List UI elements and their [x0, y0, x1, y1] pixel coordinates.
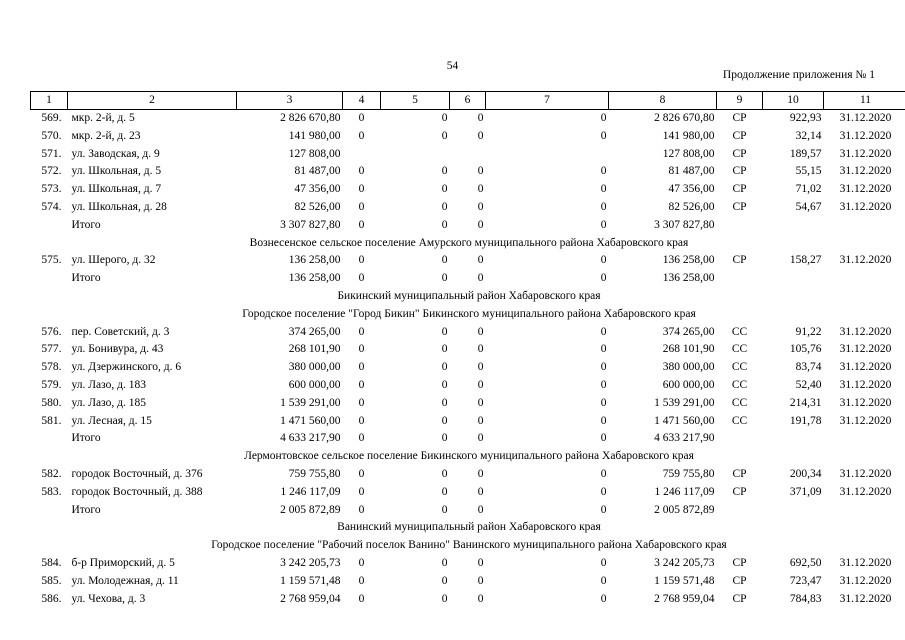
- table-cell: 0: [358, 432, 365, 445]
- section-heading: Ванинский муниципальный район Хабаровского края: [337, 521, 601, 534]
- table-cell: ул. Молодежная, д. 11: [71, 574, 179, 587]
- table-cell: 759 755,80: [288, 467, 341, 480]
- table-cell: 47 356,00: [668, 183, 715, 196]
- table-cell: 31.12.2020: [839, 183, 892, 196]
- table-row: [31, 377, 905, 395]
- table-cell: 0: [441, 396, 448, 409]
- table-cell: 0: [477, 254, 484, 267]
- table-cell: 0: [600, 485, 607, 498]
- table-cell: 0: [441, 592, 448, 605]
- table-cell: Итого: [71, 218, 101, 231]
- table-cell: 580.: [41, 396, 62, 409]
- table-cell: 0: [600, 183, 607, 196]
- table-cell: 0: [441, 272, 448, 285]
- header-cell: 10: [763, 92, 824, 110]
- table-cell: [824, 217, 905, 235]
- table-cell: 0: [441, 183, 448, 196]
- table-cell: [31, 217, 68, 235]
- table-cell: 0: [358, 343, 365, 356]
- table-cell: [763, 430, 824, 448]
- table-cell: 0: [477, 396, 484, 409]
- table-cell: [31, 430, 68, 448]
- table-cell: 0: [358, 218, 365, 231]
- table-cell: 0: [358, 592, 365, 605]
- table-row: [31, 484, 905, 502]
- table-cell: [763, 217, 824, 235]
- table-cell: 570.: [41, 129, 62, 142]
- table-cell: СР: [732, 200, 747, 213]
- table-cell: 0: [358, 129, 365, 142]
- table-cell: б-р Приморский, д. 5: [71, 556, 175, 569]
- table-cell: 1 159 571,48: [280, 574, 341, 587]
- table-cell: 1 471 560,00: [280, 414, 341, 427]
- table-cell: 0: [477, 183, 484, 196]
- table-cell: [763, 502, 824, 520]
- table-row: [31, 181, 905, 199]
- table-cell: [824, 502, 905, 520]
- table-cell: 574.: [41, 200, 62, 213]
- table-cell: 0: [600, 467, 607, 480]
- table-cell: 0: [600, 432, 607, 445]
- table-cell: 31.12.2020: [839, 147, 892, 160]
- table-cell: 200,34: [789, 467, 822, 480]
- table-cell: 0: [477, 129, 484, 142]
- table-cell: 723,47: [789, 574, 822, 587]
- table-cell: 31.12.2020: [839, 325, 892, 338]
- table-cell: 0: [477, 218, 484, 231]
- table-cell: 1 246 117,09: [654, 485, 715, 498]
- table-cell: 0: [600, 129, 607, 142]
- table-cell: 141 980,00: [288, 129, 341, 142]
- table-row: [31, 252, 905, 270]
- table-row: [31, 502, 905, 520]
- table-cell: 0: [358, 467, 365, 480]
- table-cell: 268 101,90: [662, 343, 715, 356]
- table-row: [31, 573, 905, 591]
- section-heading-row: [31, 519, 905, 537]
- table-cell: ул. Школьная, д. 28: [71, 200, 167, 213]
- table-cell: 2 768 959,04: [654, 592, 715, 605]
- table-row: [31, 555, 905, 573]
- table-cell: 189,57: [789, 147, 822, 160]
- table-cell: 191,78: [789, 414, 822, 427]
- table-cell: 0: [441, 378, 448, 391]
- table-row: [31, 146, 905, 164]
- table-cell: 584.: [41, 556, 62, 569]
- table-cell: СР: [732, 183, 747, 196]
- table-cell: 82 526,00: [294, 200, 341, 213]
- table-cell: 0: [477, 272, 484, 285]
- table-cell: 31.12.2020: [839, 467, 892, 480]
- table-cell: 136 258,00: [288, 272, 341, 285]
- table-cell: 81 487,00: [668, 165, 715, 178]
- table-row: [31, 217, 905, 235]
- table-cell: 1 471 560,00: [654, 414, 715, 427]
- table-cell: 575.: [41, 254, 62, 267]
- table-cell: 0: [358, 503, 365, 516]
- header-cell: 7: [486, 92, 609, 110]
- table-cell: 4 633 217,90: [280, 432, 341, 445]
- table-cell: 0: [477, 112, 484, 124]
- table-cell: ул. Лазо, д. 183: [71, 378, 146, 391]
- table-cell: 576.: [41, 325, 62, 338]
- header-cell: 4: [343, 92, 381, 110]
- table-cell: 31.12.2020: [839, 343, 892, 356]
- table-cell: 0: [600, 503, 607, 516]
- table-cell: ул. Шерого, д. 32: [71, 254, 156, 267]
- table-cell: 569.: [41, 112, 62, 124]
- table-cell: 0: [441, 112, 448, 124]
- table-cell: 55,15: [795, 165, 822, 178]
- table-cell: 136 258,00: [662, 272, 715, 285]
- header-cell: 1: [31, 92, 68, 110]
- header-cell: 2: [68, 92, 237, 110]
- table-cell: 214,31: [789, 396, 822, 409]
- table-row: [31, 110, 905, 128]
- table-cell: 0: [600, 165, 607, 178]
- table-cell: 573.: [41, 183, 62, 196]
- continuation-label: Продолжение приложения № 1: [722, 69, 875, 81]
- table-cell: пер. Советский, д. 3: [71, 325, 170, 338]
- table-cell: 0: [358, 414, 365, 427]
- table-cell: 136 258,00: [288, 254, 341, 267]
- table-cell: 2 826 670,80: [654, 112, 715, 124]
- table-cell: СР: [732, 574, 747, 587]
- header-cell: 9: [717, 92, 763, 110]
- section-heading-row: [31, 448, 905, 466]
- table-cell: 82 526,00: [668, 200, 715, 213]
- table-cell: 0: [477, 343, 484, 356]
- header-cell: 11: [824, 92, 905, 110]
- table-cell: 31.12.2020: [839, 129, 892, 142]
- table-cell: 2 826 670,80: [280, 112, 341, 124]
- table-cell: 0: [441, 325, 448, 338]
- table-cell: 127 808,00: [288, 147, 341, 160]
- table-cell: 47 356,00: [294, 183, 341, 196]
- table-cell: [763, 270, 824, 288]
- table-cell: 0: [441, 254, 448, 267]
- table-cell: 578.: [41, 361, 62, 374]
- table-cell: 136 258,00: [662, 254, 715, 267]
- table-cell: 0: [441, 129, 448, 142]
- table-cell: 105,76: [789, 343, 822, 356]
- table-cell: СС: [731, 378, 748, 391]
- table-cell: [486, 146, 609, 164]
- table-cell: Итого: [71, 432, 101, 445]
- table-cell: 3 307 827,80: [280, 218, 341, 231]
- table-cell: 579.: [41, 378, 62, 391]
- table-cell: 0: [358, 325, 365, 338]
- table-cell: 581.: [41, 414, 62, 427]
- table-cell: 0: [600, 325, 607, 338]
- header-cell: 3: [237, 92, 343, 110]
- table-cell: 0: [358, 165, 365, 178]
- table-row: [31, 341, 905, 359]
- table-cell: 0: [441, 574, 448, 587]
- header-cell: 6: [450, 92, 486, 110]
- table-cell: 71,02: [795, 183, 822, 196]
- table-cell: 31.12.2020: [839, 574, 892, 587]
- table-cell: 0: [477, 378, 484, 391]
- table-row: [31, 324, 905, 342]
- table-cell: 3 242 205,73: [654, 556, 715, 569]
- section-heading: Бикинский муниципальный район Хабаровского края: [337, 289, 601, 302]
- table-cell: 0: [477, 556, 484, 569]
- table-cell: [343, 146, 381, 164]
- table-cell: 0: [358, 485, 365, 498]
- table-cell: 380 000,00: [662, 361, 715, 374]
- table-cell: 371,09: [789, 485, 822, 498]
- table-cell: 586.: [41, 592, 62, 605]
- table-cell: [824, 430, 905, 448]
- table-cell: 374 265,00: [662, 325, 715, 338]
- table-cell: 127 808,00: [662, 147, 715, 160]
- table-cell: ул. Бонивура, д. 43: [71, 343, 164, 356]
- table-cell: 0: [477, 432, 484, 445]
- table-cell: СР: [732, 467, 747, 480]
- table-row: [31, 359, 905, 377]
- table-cell: 268 101,90: [288, 343, 341, 356]
- table-cell: мкр. 2-й, д. 23: [71, 129, 141, 142]
- table-cell: 31.12.2020: [839, 485, 892, 498]
- table-body: [31, 110, 905, 609]
- table-row: [31, 430, 905, 448]
- table-cell: 31.12.2020: [839, 165, 892, 178]
- table-cell: 0: [441, 467, 448, 480]
- table-cell: 0: [358, 254, 365, 267]
- table-cell: 0: [600, 343, 607, 356]
- table-cell: СС: [731, 396, 748, 409]
- table-cell: 0: [358, 112, 365, 124]
- table-cell: 1 159 571,48: [654, 574, 715, 587]
- table-cell: 0: [477, 414, 484, 427]
- table-cell: 0: [477, 361, 484, 374]
- table-row: [31, 591, 905, 609]
- header-cell: 5: [381, 92, 450, 110]
- table-cell: 571.: [41, 147, 62, 160]
- table-cell: 759 755,80: [662, 467, 715, 480]
- table-cell: 31.12.2020: [839, 378, 892, 391]
- table-row: [31, 199, 905, 217]
- table-cell: 0: [358, 361, 365, 374]
- table-cell: 31.12.2020: [839, 254, 892, 267]
- section-heading: Городское поселение "Город Бикин" Бикинского муниципального района Хабаровского края: [242, 307, 696, 320]
- table-cell: 0: [600, 112, 607, 124]
- table-cell: 31.12.2020: [839, 556, 892, 569]
- table-cell: 0: [600, 200, 607, 213]
- table-cell: 600 000,00: [288, 378, 341, 391]
- table-cell: 0: [600, 556, 607, 569]
- table-cell: 0: [358, 556, 365, 569]
- table-cell: 600 000,00: [662, 378, 715, 391]
- table-row: [31, 270, 905, 288]
- table-cell: [381, 146, 450, 164]
- table-cell: Итого: [71, 503, 101, 516]
- table-cell: 374 265,00: [288, 325, 341, 338]
- table-cell: 1 539 291,00: [654, 396, 715, 409]
- table-cell: 2 005 872,89: [280, 503, 341, 516]
- table-cell: СС: [731, 325, 748, 338]
- table-cell: СС: [731, 361, 748, 374]
- table-cell: 0: [600, 361, 607, 374]
- table-cell: СР: [732, 129, 747, 142]
- table-cell: 31.12.2020: [839, 200, 892, 213]
- table-cell: 0: [441, 556, 448, 569]
- table-cell: 31.12.2020: [839, 112, 892, 124]
- table-cell: 0: [358, 396, 365, 409]
- table-row: [31, 413, 905, 431]
- table-cell: 31.12.2020: [839, 361, 892, 374]
- table-cell: 54,67: [795, 200, 822, 213]
- page-number: 54: [446, 60, 459, 72]
- table-cell: 81 487,00: [294, 165, 341, 178]
- table-cell: ул. Школьная, д. 5: [71, 165, 162, 178]
- table-cell: мкр. 2-й, д. 5: [71, 112, 135, 124]
- table-cell: 0: [358, 574, 365, 587]
- table-cell: 585.: [41, 574, 62, 587]
- table-cell: ул. Заводская, д. 9: [71, 147, 160, 160]
- table-cell: 0: [477, 503, 484, 516]
- table-cell: 3 307 827,80: [654, 218, 715, 231]
- table-cell: СС: [731, 343, 748, 356]
- table-cell: 0: [441, 361, 448, 374]
- section-heading: Вознесенское сельское поселение Амурского муниципального района Хабаровского края: [249, 236, 689, 249]
- table-cell: 583.: [41, 485, 62, 498]
- table-cell: ул. Лесная, д. 15: [71, 414, 152, 427]
- table-cell: 0: [441, 414, 448, 427]
- table-cell: [450, 146, 486, 164]
- header-row: [31, 92, 905, 110]
- table-cell: 31.12.2020: [839, 592, 892, 605]
- table-cell: 922,93: [789, 112, 822, 124]
- table-cell: 0: [600, 254, 607, 267]
- table-cell: 0: [477, 165, 484, 178]
- table-cell: [717, 430, 763, 448]
- table-cell: [31, 270, 68, 288]
- table-cell: ул. Школьная, д. 7: [71, 183, 162, 196]
- table-cell: 0: [600, 396, 607, 409]
- header-cell: 8: [609, 92, 717, 110]
- table-cell: СР: [732, 485, 747, 498]
- table-cell: СР: [732, 147, 747, 160]
- table-cell: [824, 270, 905, 288]
- table-cell: ул. Чехова, д. 3: [71, 592, 146, 605]
- table-cell: СР: [732, 165, 747, 178]
- table-cell: 0: [441, 432, 448, 445]
- table-cell: 692,50: [789, 556, 822, 569]
- table-cell: 380 000,00: [288, 361, 341, 374]
- table-cell: 0: [358, 200, 365, 213]
- table-cell: СР: [732, 112, 747, 124]
- table-cell: СС: [731, 414, 748, 427]
- table-cell: 0: [477, 467, 484, 480]
- table-cell: 0: [600, 378, 607, 391]
- table-cell: 141 980,00: [662, 129, 715, 142]
- table-cell: городок Восточный, д. 388: [71, 485, 203, 498]
- section-heading-row: [31, 537, 905, 555]
- table-cell: 31.12.2020: [839, 414, 892, 427]
- table-cell: [717, 217, 763, 235]
- table-cell: 3 242 205,73: [280, 556, 341, 569]
- table-cell: 582.: [41, 467, 62, 480]
- table-cell: ул. Лазо, д. 185: [71, 396, 146, 409]
- table-cell: 2 005 872,89: [654, 503, 715, 516]
- table-cell: 0: [600, 414, 607, 427]
- table-cell: 0: [441, 343, 448, 356]
- table-cell: 0: [441, 485, 448, 498]
- table-cell: 0: [441, 503, 448, 516]
- table-cell: 0: [441, 218, 448, 231]
- table-cell: 0: [600, 218, 607, 231]
- table-row: [31, 163, 905, 181]
- table-cell: 0: [477, 200, 484, 213]
- table-cell: 0: [477, 485, 484, 498]
- table-cell: 1 246 117,09: [280, 485, 341, 498]
- table-cell: 0: [600, 574, 607, 587]
- table-cell: 0: [600, 592, 607, 605]
- table-cell: 2 768 959,04: [280, 592, 341, 605]
- table-row: [31, 395, 905, 413]
- table-cell: Итого: [71, 272, 101, 285]
- table-cell: ул. Дзержинского, д. 6: [71, 361, 182, 374]
- table-cell: [717, 502, 763, 520]
- table-cell: [717, 270, 763, 288]
- table-cell: [31, 502, 68, 520]
- table-row: [31, 466, 905, 484]
- table-cell: городок Восточный, д. 376: [71, 467, 203, 480]
- table-cell: 572.: [41, 165, 62, 178]
- table-cell: СР: [732, 592, 747, 605]
- section-heading: Лермонтовское сельское поселение Бикинского муниципального района Хабаровского края: [244, 450, 694, 463]
- table-row: [31, 128, 905, 146]
- table-cell: 91,22: [795, 325, 822, 338]
- table-cell: 0: [358, 183, 365, 196]
- table-cell: 0: [358, 378, 365, 391]
- table-cell: СР: [732, 556, 747, 569]
- section-heading-row: [31, 288, 905, 306]
- table-cell: СР: [732, 254, 747, 267]
- section-heading: Городское поселение "Рабочий поселок Ванино" Ванинского муниципального района Хабаровского края: [211, 539, 727, 552]
- table-cell: 0: [477, 592, 484, 605]
- table-cell: 0: [600, 272, 607, 285]
- table-cell: 1 539 291,00: [280, 396, 341, 409]
- data-table: [30, 91, 905, 608]
- table-cell: 31.12.2020: [839, 396, 892, 409]
- table-cell: 0: [441, 165, 448, 178]
- table-cell: 0: [477, 325, 484, 338]
- section-heading-row: [31, 235, 905, 253]
- table-cell: 158,27: [789, 254, 822, 267]
- table-cell: 32,14: [795, 129, 822, 142]
- table-cell: 0: [477, 574, 484, 587]
- table-cell: 784,83: [789, 592, 822, 605]
- table-cell: 0: [441, 200, 448, 213]
- table-cell: 0: [358, 272, 365, 285]
- table-cell: 4 633 217,90: [654, 432, 715, 445]
- table-cell: 577.: [41, 343, 62, 356]
- section-heading-row: [31, 306, 905, 324]
- table-cell: 52,40: [795, 378, 822, 391]
- table-cell: 83,74: [795, 361, 822, 374]
